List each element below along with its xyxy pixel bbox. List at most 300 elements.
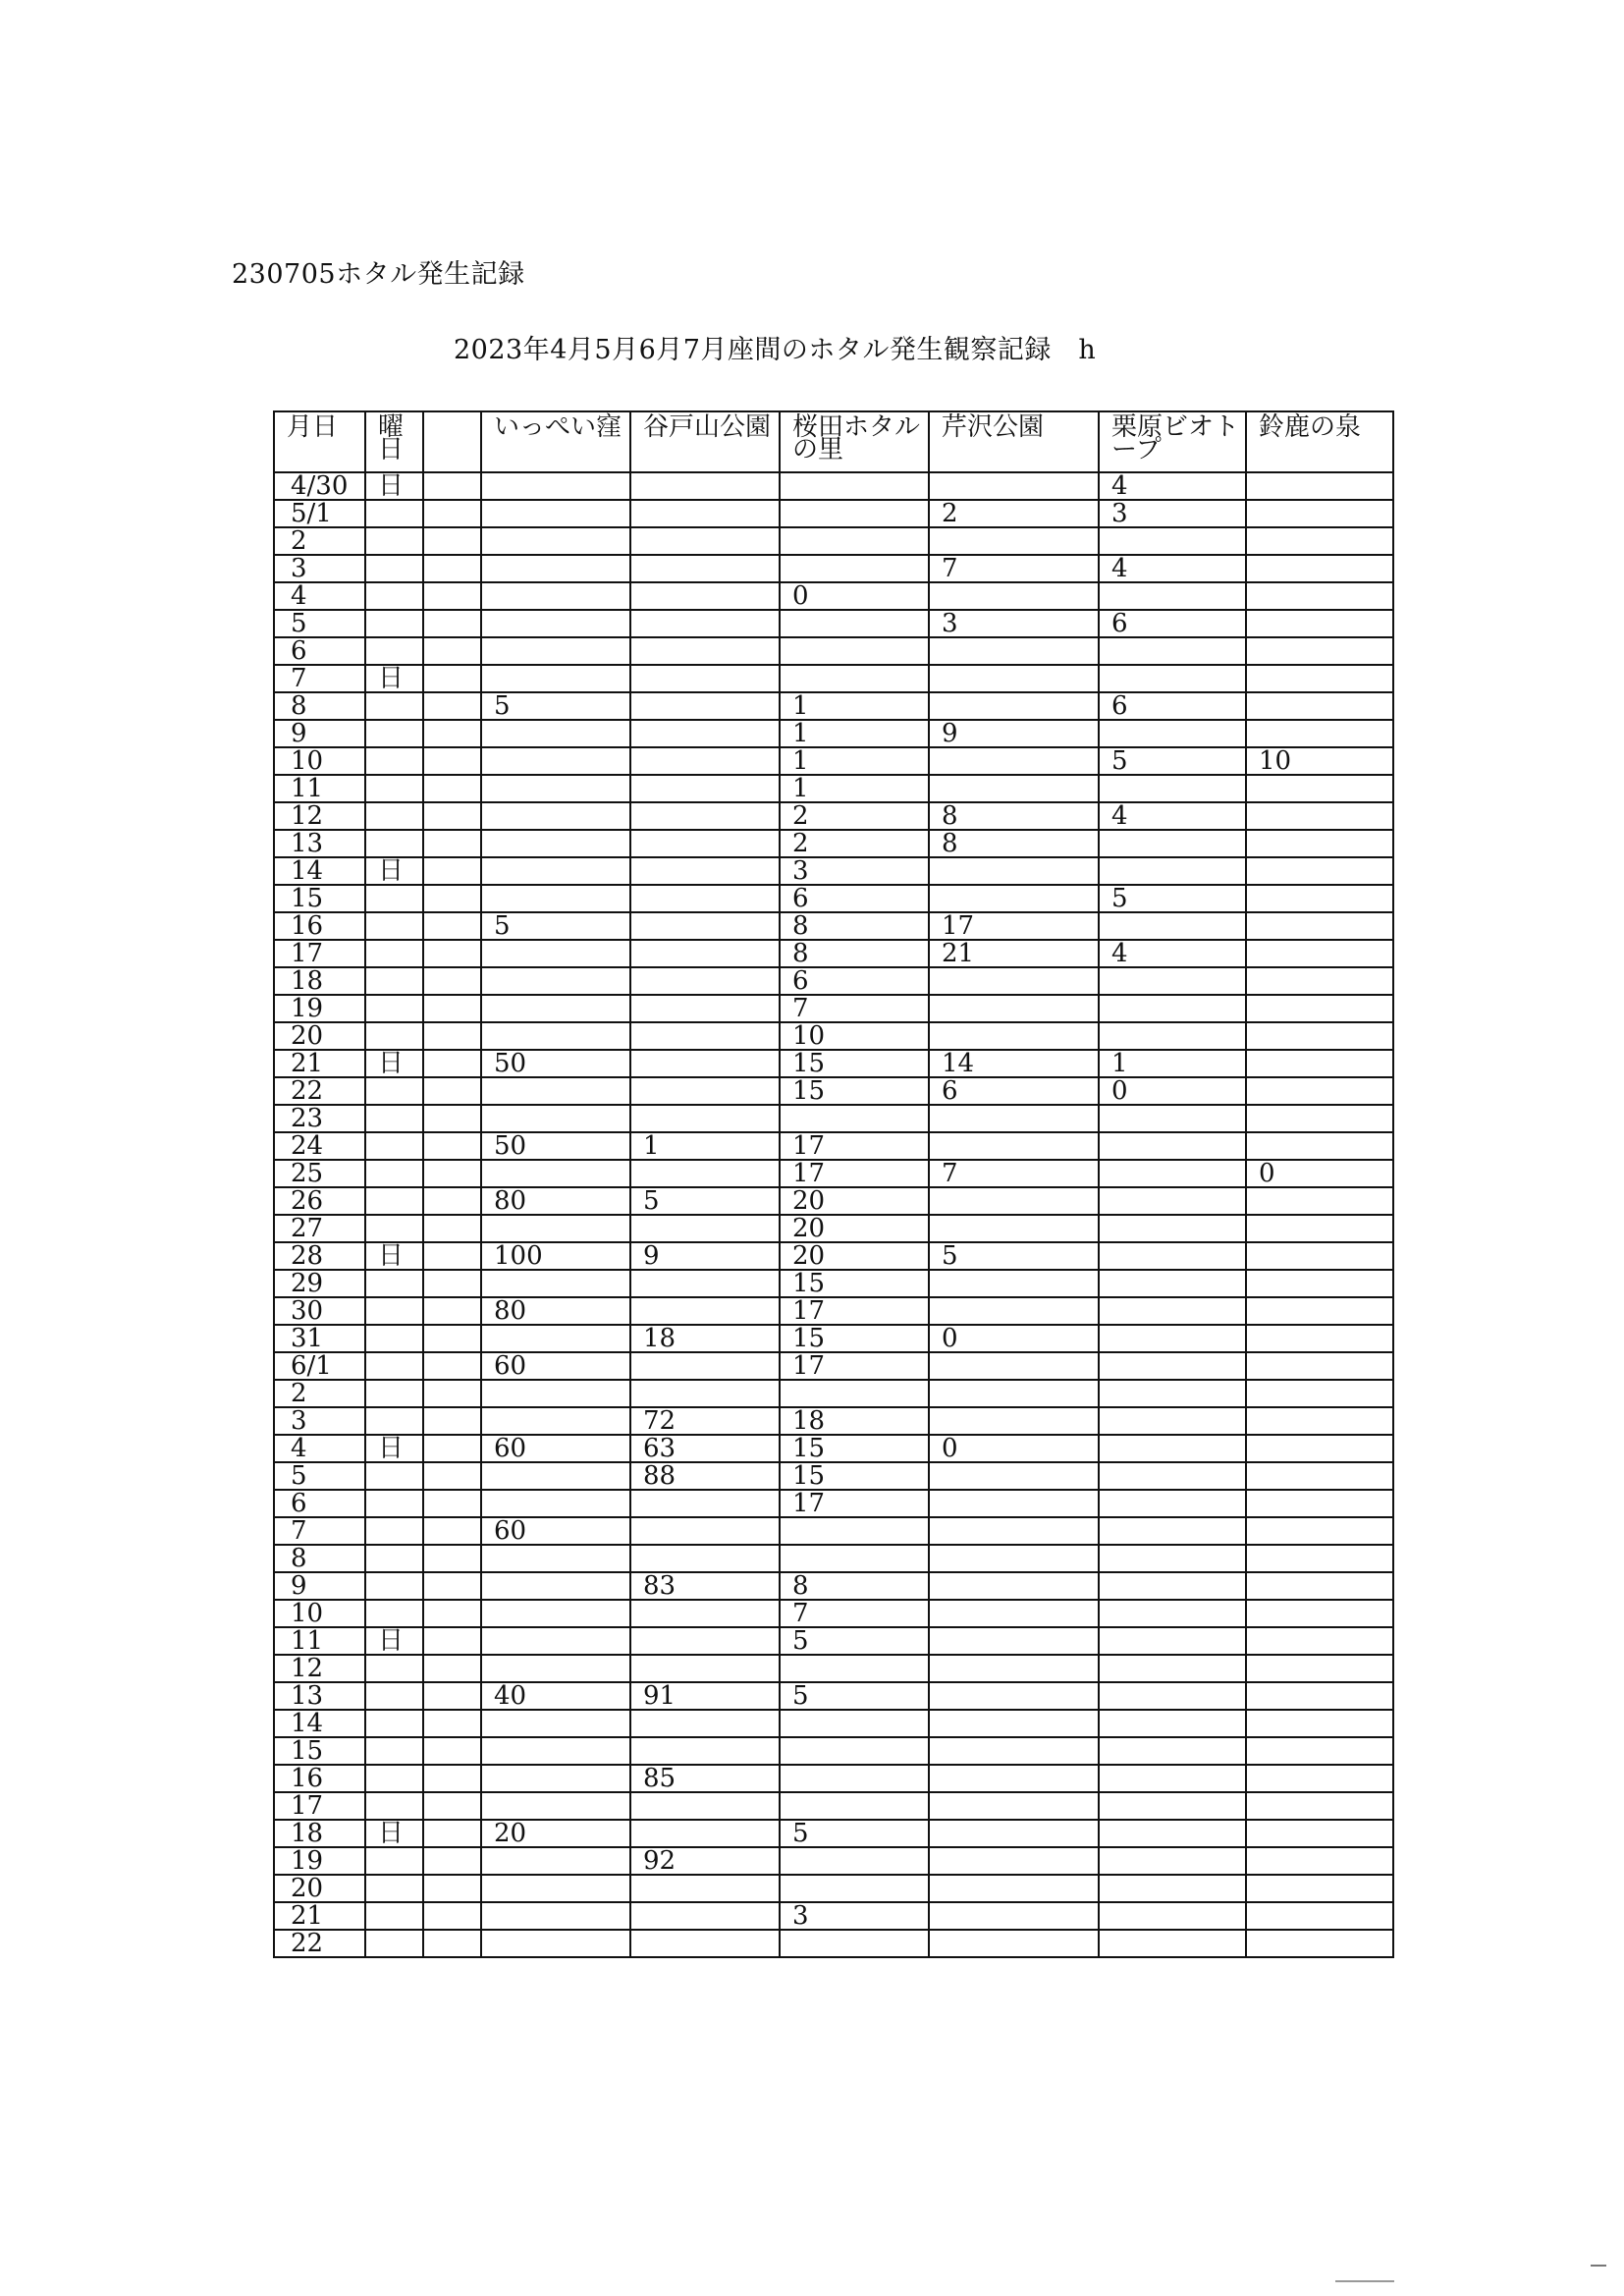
table-row bbox=[274, 885, 1393, 912]
cell-ippei-kubo: 5 bbox=[481, 912, 630, 940]
cell-serizawa-park: 7 bbox=[929, 1160, 1099, 1187]
cell-date: 28 bbox=[274, 1242, 365, 1270]
cell-yatoyama-park bbox=[630, 500, 780, 527]
cell-sakurada-hotaru bbox=[780, 1847, 929, 1875]
cell-weekday bbox=[365, 1297, 423, 1325]
cell-blank bbox=[423, 1517, 481, 1545]
cell-sakurada-hotaru: 2 bbox=[780, 802, 929, 830]
cell-date: 12 bbox=[274, 802, 365, 830]
cell-ippei-kubo bbox=[481, 527, 630, 555]
cell-suzuka-spring bbox=[1246, 1187, 1393, 1215]
cell-serizawa-park bbox=[929, 1215, 1099, 1242]
cell-blank bbox=[423, 1875, 481, 1902]
cell-blank bbox=[423, 1022, 481, 1050]
cell-ippei-kubo bbox=[481, 830, 630, 857]
cell-suzuka-spring bbox=[1246, 1435, 1393, 1462]
cell-sakurada-hotaru: 20 bbox=[780, 1187, 929, 1215]
cell-suzuka-spring bbox=[1246, 885, 1393, 912]
cell-serizawa-park bbox=[929, 1765, 1099, 1792]
cell-date: 21 bbox=[274, 1902, 365, 1930]
cell-kurihara-biotope bbox=[1099, 1847, 1246, 1875]
cell-serizawa-park bbox=[929, 1902, 1099, 1930]
cell-sakurada-hotaru bbox=[780, 1875, 929, 1902]
cell-yatoyama-park bbox=[630, 1215, 780, 1242]
cell-suzuka-spring bbox=[1246, 1242, 1393, 1270]
cell-weekday bbox=[365, 775, 423, 802]
cell-ippei-kubo bbox=[481, 1655, 630, 1682]
cell-yatoyama-park: 5 bbox=[630, 1187, 780, 1215]
cell-blank bbox=[423, 665, 481, 692]
cell-weekday bbox=[365, 1160, 423, 1187]
cell-kurihara-biotope: 3 bbox=[1099, 500, 1246, 527]
cell-suzuka-spring bbox=[1246, 940, 1393, 967]
cell-serizawa-park bbox=[929, 1022, 1099, 1050]
table-row bbox=[274, 1545, 1393, 1572]
cell-ippei-kubo bbox=[481, 582, 630, 610]
cell-yatoyama-park bbox=[630, 1050, 780, 1077]
cell-sakurada-hotaru bbox=[780, 665, 929, 692]
header-serizawa-park: 芹沢公園 bbox=[929, 411, 1099, 472]
cell-serizawa-park: 17 bbox=[929, 912, 1099, 940]
table-row bbox=[274, 1242, 1393, 1270]
cell-weekday bbox=[365, 637, 423, 665]
cell-weekday bbox=[365, 967, 423, 995]
cell-blank bbox=[423, 1737, 481, 1765]
table-row bbox=[274, 940, 1393, 967]
cell-kurihara-biotope bbox=[1099, 1572, 1246, 1600]
cell-date: 19 bbox=[274, 995, 365, 1022]
cell-yatoyama-park: 1 bbox=[630, 1132, 780, 1160]
table-row bbox=[274, 1765, 1393, 1792]
cell-yatoyama-park: 72 bbox=[630, 1407, 780, 1435]
header-weekday: 曜日 bbox=[365, 411, 423, 472]
cell-kurihara-biotope bbox=[1099, 1352, 1246, 1380]
observation-table-container bbox=[273, 410, 1392, 1958]
cell-ippei-kubo bbox=[481, 1572, 630, 1600]
cell-suzuka-spring bbox=[1246, 582, 1393, 610]
cell-date: 18 bbox=[274, 967, 365, 995]
cell-weekday bbox=[365, 1765, 423, 1792]
cell-yatoyama-park bbox=[630, 1627, 780, 1655]
cell-serizawa-park bbox=[929, 995, 1099, 1022]
table-row bbox=[274, 1847, 1393, 1875]
cell-sakurada-hotaru: 5 bbox=[780, 1627, 929, 1655]
cell-ippei-kubo bbox=[481, 1710, 630, 1737]
cell-date: 8 bbox=[274, 1545, 365, 1572]
table-row bbox=[274, 1902, 1393, 1930]
cell-weekday bbox=[365, 1325, 423, 1352]
cell-blank bbox=[423, 692, 481, 720]
cell-kurihara-biotope bbox=[1099, 1792, 1246, 1820]
cell-blank bbox=[423, 1847, 481, 1875]
cell-kurihara-biotope bbox=[1099, 1160, 1246, 1187]
cell-suzuka-spring bbox=[1246, 1572, 1393, 1600]
cell-suzuka-spring bbox=[1246, 1820, 1393, 1847]
cell-serizawa-park bbox=[929, 582, 1099, 610]
header-date: 月日 bbox=[274, 411, 365, 472]
cell-sakurada-hotaru: 2 bbox=[780, 830, 929, 857]
cell-blank bbox=[423, 1242, 481, 1270]
cell-serizawa-park bbox=[929, 1132, 1099, 1160]
cell-yatoyama-park bbox=[630, 1710, 780, 1737]
cell-ippei-kubo: 60 bbox=[481, 1517, 630, 1545]
cell-sakurada-hotaru: 6 bbox=[780, 967, 929, 995]
cell-serizawa-park bbox=[929, 637, 1099, 665]
cell-weekday bbox=[365, 500, 423, 527]
cell-serizawa-park: 14 bbox=[929, 1050, 1099, 1077]
cell-kurihara-biotope bbox=[1099, 1297, 1246, 1325]
cell-blank bbox=[423, 1077, 481, 1105]
header-ippei-kubo: いっぺい窪 bbox=[481, 411, 630, 472]
cell-suzuka-spring bbox=[1246, 1655, 1393, 1682]
cell-date: 8 bbox=[274, 692, 365, 720]
cell-suzuka-spring bbox=[1246, 637, 1393, 665]
table-row bbox=[274, 912, 1393, 940]
cell-date: 14 bbox=[274, 1710, 365, 1737]
table-row bbox=[274, 1682, 1393, 1710]
cell-sakurada-hotaru: 20 bbox=[780, 1242, 929, 1270]
cell-kurihara-biotope bbox=[1099, 1105, 1246, 1132]
cell-sakurada-hotaru bbox=[780, 1380, 929, 1407]
cell-sakurada-hotaru: 7 bbox=[780, 995, 929, 1022]
table-row bbox=[274, 500, 1393, 527]
cell-kurihara-biotope bbox=[1099, 995, 1246, 1022]
cell-blank bbox=[423, 912, 481, 940]
cell-ippei-kubo bbox=[481, 995, 630, 1022]
cell-date: 10 bbox=[274, 747, 365, 775]
cell-yatoyama-park bbox=[630, 1160, 780, 1187]
cell-serizawa-park bbox=[929, 1545, 1099, 1572]
cell-serizawa-park bbox=[929, 1820, 1099, 1847]
cell-blank bbox=[423, 582, 481, 610]
cell-ippei-kubo bbox=[481, 665, 630, 692]
cell-weekday bbox=[365, 1847, 423, 1875]
cell-blank bbox=[423, 1105, 481, 1132]
cell-ippei-kubo: 20 bbox=[481, 1820, 630, 1847]
cell-serizawa-park bbox=[929, 1737, 1099, 1765]
cell-serizawa-park bbox=[929, 692, 1099, 720]
cell-yatoyama-park bbox=[630, 1077, 780, 1105]
cell-kurihara-biotope bbox=[1099, 1627, 1246, 1655]
header-yatoyama-park: 谷戸山公園 bbox=[630, 411, 780, 472]
cell-date: 13 bbox=[274, 1682, 365, 1710]
cell-yatoyama-park bbox=[630, 1380, 780, 1407]
cell-yatoyama-park: 85 bbox=[630, 1765, 780, 1792]
cell-serizawa-park bbox=[929, 1572, 1099, 1600]
cell-sakurada-hotaru: 3 bbox=[780, 1902, 929, 1930]
cell-kurihara-biotope bbox=[1099, 1462, 1246, 1490]
cell-weekday bbox=[365, 1737, 423, 1765]
cell-serizawa-park bbox=[929, 967, 1099, 995]
cell-suzuka-spring: 0 bbox=[1246, 1160, 1393, 1187]
cell-ippei-kubo bbox=[481, 1105, 630, 1132]
cell-date: 7 bbox=[274, 1517, 365, 1545]
cell-kurihara-biotope bbox=[1099, 967, 1246, 995]
cell-kurihara-biotope bbox=[1099, 1325, 1246, 1352]
cell-yatoyama-park bbox=[630, 1737, 780, 1765]
cell-suzuka-spring bbox=[1246, 1930, 1393, 1957]
cell-suzuka-spring bbox=[1246, 1325, 1393, 1352]
table-row bbox=[274, 637, 1393, 665]
document-id: 230705ホタル発生記録 bbox=[232, 259, 525, 290]
table-row bbox=[274, 1380, 1393, 1407]
cell-yatoyama-park: 18 bbox=[630, 1325, 780, 1352]
table-row bbox=[274, 1490, 1393, 1517]
table-row bbox=[274, 1022, 1393, 1050]
cell-blank bbox=[423, 940, 481, 967]
cell-blank bbox=[423, 775, 481, 802]
cell-yatoyama-park bbox=[630, 1545, 780, 1572]
cell-date: 15 bbox=[274, 885, 365, 912]
cell-kurihara-biotope bbox=[1099, 1655, 1246, 1682]
cell-sakurada-hotaru: 15 bbox=[780, 1050, 929, 1077]
cell-ippei-kubo bbox=[481, 747, 630, 775]
cell-suzuka-spring bbox=[1246, 1792, 1393, 1820]
cell-yatoyama-park bbox=[630, 582, 780, 610]
cell-sakurada-hotaru: 10 bbox=[780, 1022, 929, 1050]
cell-kurihara-biotope: 0 bbox=[1099, 1077, 1246, 1105]
table-row bbox=[274, 857, 1393, 885]
cell-ippei-kubo bbox=[481, 967, 630, 995]
cell-kurihara-biotope bbox=[1099, 1875, 1246, 1902]
cell-blank bbox=[423, 885, 481, 912]
cell-serizawa-park bbox=[929, 1627, 1099, 1655]
cell-date: 22 bbox=[274, 1077, 365, 1105]
cell-date: 20 bbox=[274, 1022, 365, 1050]
table-row bbox=[274, 1627, 1393, 1655]
footer-mark bbox=[1335, 2280, 1394, 2282]
cell-sakurada-hotaru: 5 bbox=[780, 1682, 929, 1710]
cell-date: 24 bbox=[274, 1132, 365, 1160]
cell-sakurada-hotaru bbox=[780, 637, 929, 665]
cell-sakurada-hotaru bbox=[780, 1930, 929, 1957]
cell-serizawa-park bbox=[929, 1187, 1099, 1215]
cell-ippei-kubo bbox=[481, 885, 630, 912]
cell-yatoyama-park bbox=[630, 610, 780, 637]
cell-serizawa-park bbox=[929, 857, 1099, 885]
cell-blank bbox=[423, 1462, 481, 1490]
cell-blank bbox=[423, 802, 481, 830]
cell-date: 26 bbox=[274, 1187, 365, 1215]
cell-suzuka-spring: 10 bbox=[1246, 747, 1393, 775]
cell-ippei-kubo bbox=[481, 857, 630, 885]
cell-ippei-kubo bbox=[481, 1077, 630, 1105]
cell-weekday bbox=[365, 1490, 423, 1517]
table-row bbox=[274, 830, 1393, 857]
cell-blank bbox=[423, 555, 481, 582]
cell-yatoyama-park: 92 bbox=[630, 1847, 780, 1875]
cell-date: 25 bbox=[274, 1160, 365, 1187]
cell-suzuka-spring bbox=[1246, 1517, 1393, 1545]
cell-yatoyama-park bbox=[630, 1270, 780, 1297]
cell-sakurada-hotaru: 20 bbox=[780, 1215, 929, 1242]
cell-sakurada-hotaru: 3 bbox=[780, 857, 929, 885]
cell-sakurada-hotaru bbox=[780, 1765, 929, 1792]
cell-suzuka-spring bbox=[1246, 720, 1393, 747]
cell-yatoyama-park bbox=[630, 555, 780, 582]
table-row bbox=[274, 967, 1393, 995]
cell-blank bbox=[423, 1407, 481, 1435]
table-row bbox=[274, 665, 1393, 692]
cell-weekday bbox=[365, 1875, 423, 1902]
cell-sakurada-hotaru: 15 bbox=[780, 1325, 929, 1352]
cell-kurihara-biotope bbox=[1099, 527, 1246, 555]
cell-kurihara-biotope bbox=[1099, 1737, 1246, 1765]
cell-serizawa-park: 0 bbox=[929, 1435, 1099, 1462]
cell-suzuka-spring bbox=[1246, 1050, 1393, 1077]
cell-ippei-kubo bbox=[481, 1847, 630, 1875]
cell-ippei-kubo bbox=[481, 802, 630, 830]
cell-sakurada-hotaru: 15 bbox=[780, 1077, 929, 1105]
cell-suzuka-spring bbox=[1246, 1352, 1393, 1380]
cell-date: 9 bbox=[274, 1572, 365, 1600]
cell-ippei-kubo bbox=[481, 1792, 630, 1820]
cell-date: 14 bbox=[274, 857, 365, 885]
cell-serizawa-park bbox=[929, 1462, 1099, 1490]
cell-suzuka-spring bbox=[1246, 775, 1393, 802]
cell-yatoyama-park bbox=[630, 802, 780, 830]
cell-date: 5 bbox=[274, 1462, 365, 1490]
cell-yatoyama-park bbox=[630, 995, 780, 1022]
cell-kurihara-biotope bbox=[1099, 1600, 1246, 1627]
table-row bbox=[274, 1187, 1393, 1215]
cell-suzuka-spring bbox=[1246, 995, 1393, 1022]
cell-serizawa-park bbox=[929, 1517, 1099, 1545]
cell-weekday bbox=[365, 1930, 423, 1957]
cell-ippei-kubo bbox=[481, 940, 630, 967]
cell-suzuka-spring bbox=[1246, 1215, 1393, 1242]
cell-blank bbox=[423, 720, 481, 747]
cell-sakurada-hotaru: 1 bbox=[780, 692, 929, 720]
cell-kurihara-biotope bbox=[1099, 1710, 1246, 1737]
cell-serizawa-park bbox=[929, 1930, 1099, 1957]
cell-yatoyama-park bbox=[630, 747, 780, 775]
cell-date: 27 bbox=[274, 1215, 365, 1242]
cell-sakurada-hotaru bbox=[780, 1545, 929, 1572]
table-row bbox=[274, 995, 1393, 1022]
cell-sakurada-hotaru bbox=[780, 1737, 929, 1765]
cell-sakurada-hotaru: 8 bbox=[780, 912, 929, 940]
cell-date: 6 bbox=[274, 637, 365, 665]
cell-ippei-kubo bbox=[481, 610, 630, 637]
cell-date: 3 bbox=[274, 555, 365, 582]
cell-weekday bbox=[365, 940, 423, 967]
cell-kurihara-biotope bbox=[1099, 775, 1246, 802]
cell-yatoyama-park bbox=[630, 775, 780, 802]
cell-weekday bbox=[365, 692, 423, 720]
cell-kurihara-biotope: 6 bbox=[1099, 610, 1246, 637]
cell-weekday bbox=[365, 720, 423, 747]
cell-kurihara-biotope: 4 bbox=[1099, 940, 1246, 967]
cell-blank bbox=[423, 610, 481, 637]
cell-ippei-kubo bbox=[481, 1490, 630, 1517]
table-row bbox=[274, 1407, 1393, 1435]
cell-ippei-kubo: 60 bbox=[481, 1352, 630, 1380]
cell-kurihara-biotope: 4 bbox=[1099, 802, 1246, 830]
cell-ippei-kubo bbox=[481, 500, 630, 527]
cell-suzuka-spring bbox=[1246, 1105, 1393, 1132]
cell-ippei-kubo: 80 bbox=[481, 1187, 630, 1215]
cell-date: 6/1 bbox=[274, 1352, 365, 1380]
cell-sakurada-hotaru bbox=[780, 527, 929, 555]
cell-yatoyama-park bbox=[630, 1105, 780, 1132]
cell-sakurada-hotaru bbox=[780, 1655, 929, 1682]
cell-kurihara-biotope bbox=[1099, 912, 1246, 940]
cell-date: 12 bbox=[274, 1655, 365, 1682]
cell-weekday bbox=[365, 1105, 423, 1132]
table-row bbox=[274, 1050, 1393, 1077]
cell-serizawa-park: 2 bbox=[929, 500, 1099, 527]
cell-ippei-kubo bbox=[481, 637, 630, 665]
cell-suzuka-spring bbox=[1246, 1022, 1393, 1050]
cell-serizawa-park bbox=[929, 1847, 1099, 1875]
document-title: 2023年4月5月6月7月座間のホタル発生観察記録 h bbox=[454, 335, 1097, 365]
cell-date: 30 bbox=[274, 1297, 365, 1325]
cell-yatoyama-park: 88 bbox=[630, 1462, 780, 1490]
cell-kurihara-biotope: 1 bbox=[1099, 1050, 1246, 1077]
cell-suzuka-spring bbox=[1246, 1407, 1393, 1435]
cell-suzuka-spring bbox=[1246, 1875, 1393, 1902]
table-row bbox=[274, 472, 1393, 500]
cell-kurihara-biotope: 4 bbox=[1099, 555, 1246, 582]
cell-blank bbox=[423, 1820, 481, 1847]
cell-yatoyama-park: 83 bbox=[630, 1572, 780, 1600]
cell-weekday bbox=[365, 1545, 423, 1572]
cell-blank bbox=[423, 1160, 481, 1187]
cell-suzuka-spring bbox=[1246, 912, 1393, 940]
table-body bbox=[274, 472, 1393, 1957]
cell-sakurada-hotaru bbox=[780, 610, 929, 637]
cell-yatoyama-park bbox=[630, 1297, 780, 1325]
cell-ippei-kubo bbox=[481, 1545, 630, 1572]
cell-weekday: 日 bbox=[365, 1242, 423, 1270]
cell-blank bbox=[423, 1050, 481, 1077]
cell-yatoyama-park bbox=[630, 1875, 780, 1902]
cell-date: 19 bbox=[274, 1847, 365, 1875]
cell-kurihara-biotope bbox=[1099, 1215, 1246, 1242]
cell-kurihara-biotope bbox=[1099, 1765, 1246, 1792]
cell-ippei-kubo bbox=[481, 1902, 630, 1930]
cell-date: 6 bbox=[274, 1490, 365, 1517]
cell-serizawa-park bbox=[929, 1682, 1099, 1710]
cell-sakurada-hotaru: 8 bbox=[780, 1572, 929, 1600]
table-row bbox=[274, 1105, 1393, 1132]
cell-kurihara-biotope: 6 bbox=[1099, 692, 1246, 720]
cell-kurihara-biotope bbox=[1099, 857, 1246, 885]
cell-weekday: 日 bbox=[365, 472, 423, 500]
cell-blank bbox=[423, 637, 481, 665]
cell-kurihara-biotope bbox=[1099, 1270, 1246, 1297]
cell-weekday bbox=[365, 1270, 423, 1297]
cell-ippei-kubo bbox=[481, 1462, 630, 1490]
table-row bbox=[274, 1517, 1393, 1545]
cell-yatoyama-park bbox=[630, 940, 780, 967]
cell-yatoyama-park bbox=[630, 637, 780, 665]
cell-weekday bbox=[365, 610, 423, 637]
cell-serizawa-park: 8 bbox=[929, 802, 1099, 830]
cell-blank bbox=[423, 1765, 481, 1792]
cell-ippei-kubo bbox=[481, 1325, 630, 1352]
cell-serizawa-park bbox=[929, 1380, 1099, 1407]
cell-yatoyama-park bbox=[630, 967, 780, 995]
cell-suzuka-spring bbox=[1246, 1902, 1393, 1930]
cell-serizawa-park bbox=[929, 885, 1099, 912]
cell-ippei-kubo: 50 bbox=[481, 1050, 630, 1077]
cell-kurihara-biotope bbox=[1099, 1517, 1246, 1545]
cell-weekday: 日 bbox=[365, 1050, 423, 1077]
cell-kurihara-biotope bbox=[1099, 665, 1246, 692]
cell-blank bbox=[423, 1380, 481, 1407]
